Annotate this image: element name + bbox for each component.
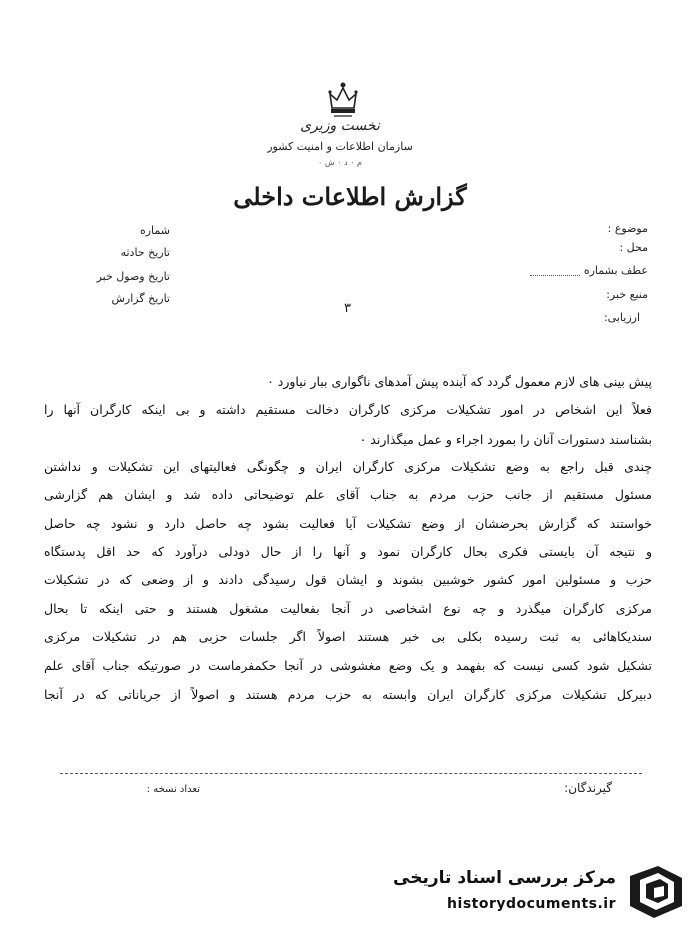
field-receipt-date — [97, 270, 170, 283]
body-line: مسئول مستقیم از جانب حزب مردم به جناب آقای علم توضیحاتی داده شد و ایشان هم گزارشی — [44, 487, 652, 502]
field-source — [606, 288, 648, 301]
field-place — [619, 241, 648, 254]
page-number: ۳ — [344, 301, 351, 316]
body-line: فعلاً این اشخاص در امور تشکیلات مرکزی کارگران دخالت مستقیم داشته و بی اینکه کارگران آنها را — [44, 402, 652, 417]
field-event-date — [121, 246, 170, 259]
field-subject — [608, 222, 648, 235]
body-line: پیش بینی های لازم معمول گردد که آینده پیش آمدهای ناگواری ببار نیاورد ۰ — [267, 374, 652, 389]
body-line: تشکیل شود کسی نیست که بفهمد و یک وضع مغشوشی در آنجا حکمفرماست در صورتیکه جناب آقای علم — [44, 658, 652, 673]
letterhead-org-line2: سازمان اطلاعات و امنیت کشور — [267, 140, 413, 153]
body-line: سندیکاهائی به ثبت رسیده بکلی بی خبر هستند اصولاً اگر جلسات حزبی هم در تشکیلات مرکزی — [44, 629, 652, 644]
field-ref-label: عطف بشماره — [583, 264, 648, 277]
field-subject-label: موضوع : — [607, 222, 648, 235]
body-line: و نتیجه آن بایستی فکری بحال کارگران نمود و آنها را از حال دودلی درآورد که حد اقل پدستگاه — [44, 544, 652, 559]
body-line: حزب و مسئولین امور کشور خوشبین بشوند و ایشان قول رسیدگی دادند و از وضعی که در تشکیلات — [44, 572, 652, 587]
body-line: خواستند که گزارش بحرضشان از وضع تشکیلات آیا فعالیت بشود چه حاصل دارد و نشود چه حاصل — [44, 516, 652, 531]
field-ref-dots — [530, 267, 580, 276]
field-number — [140, 224, 170, 237]
footer-recipients: گیرندگان: — [564, 781, 612, 795]
history-documents-logo-icon — [624, 862, 688, 922]
document-title: گزارش اطلاعات داخلی — [233, 182, 467, 211]
field-receipt-date-label: تاریخ وصول خبر — [96, 270, 170, 283]
field-report-date-label: تاریخ گزارش — [111, 292, 170, 305]
watermark-url: historydocuments.ir — [447, 896, 616, 912]
field-evaluation-label: ارزیابی: — [603, 311, 640, 324]
crown-emblem-icon — [322, 78, 364, 120]
body-line: چندی قبل راجع به وضع تشکیلات مرکزی کارگران ایران و چگونگی فعالیتهای این تشکیلات و نداشتن — [44, 459, 652, 474]
field-ref — [530, 264, 648, 277]
watermark-name: مرکز بررسی اسناد تاریخی — [393, 868, 616, 888]
field-source-label: منبع خبر: — [606, 288, 648, 301]
field-report-date — [112, 292, 171, 305]
field-number-label: شماره — [139, 224, 170, 237]
field-place-label: محل : — [619, 241, 648, 254]
letterhead-org-line3: م ۰ د ۰ ش ۰ — [318, 158, 362, 167]
field-evaluation — [604, 311, 640, 324]
footer-copies: تعداد نسخه : — [146, 784, 200, 795]
footer-divider — [60, 773, 642, 774]
body-line: بشناسند دستورات آنان را بمورد اجراء و عمل میگذارند ۰ — [359, 432, 652, 447]
body-line: دبیرکل تشکیلات مرکزی کارگران ایران وابسته به حزب مردم هستند و اصولاً از جریاناتی که در آنجا — [44, 687, 652, 702]
body-line: مرکزی کارگران میگذرد و چه نوع اشخاصی در آنجا بفعالیت مشغول هستند و حتی اینکه تا بحال — [44, 601, 652, 616]
letterhead-org-line1: نخست وزیری — [300, 118, 380, 134]
field-event-date-label: تاریخ حادثه — [120, 246, 170, 259]
